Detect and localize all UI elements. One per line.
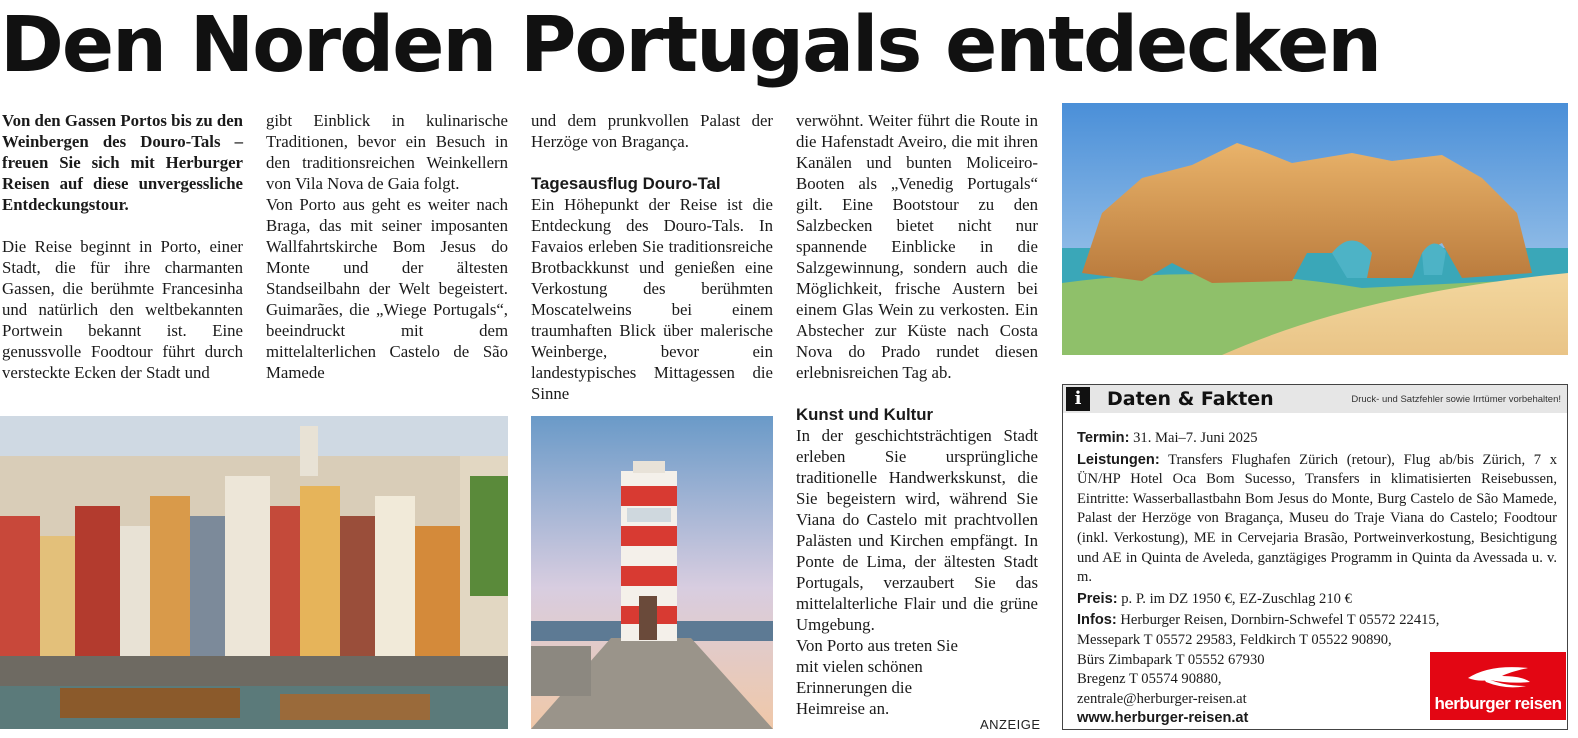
paragraph: In der geschichtsträchtigen Stadt erleben Sie ursprüngliche traditionelle Handwerkskunst, die Sie begeistern wird, während Sie Viana do Castelo mit prachtvollen Palästen und Kirchen empfängt. In Ponte de Lima, der ältesten Stadt Portugals, verzaubert Sie das mittelalterliche Flair und die grüne Umgebung. (796, 426, 1038, 634)
paragraph: verwöhnt. Weiter führt die Route in die Hafenstadt Aveiro, die mit ihren Kanälen und bunten Moliceiro-Booten als „Venedig Portugals“ gilt. Eine Bootstour zu den Salzbecken bietet nicht nur spannende Einblicke in die Salzgewinnung, sondern auch die Möglichkeit, frische Austern bei einem Glas Wein zu verkosten. Ein Abstecher zur Küste nach Costa Nova do Prado rundet diesen erlebnisreichen Tag ab. (796, 111, 1038, 382)
text-column-3 (531, 110, 773, 404)
paragraph: Von Porto aus treten Sie mit vielen schönen Erinnerungen die Heimreise an. (796, 636, 958, 718)
photo-porto-ribeira (0, 416, 508, 729)
anzeige-label: ANZEIGE (980, 717, 1041, 732)
facts-leistungen: Leistungen: Transfers Flughafen Zürich (retour), Flug ab/bis Zürich, 7 x ÜN/HP Hotel Oca Bom Sucesso, Transfers in klimatisierten Reisebussen, Eintritte: Wasserballastbahn Bom Jesus do Monte, Burg Castelo de São Mamede, Palast der Herzöge von Bragança, Museu do Traje Viana do Castelo; Foodtour (inkl. Verkostung), ME in Cervejaria Brasão, Portweinverkostung, Besichtigung und AE in Quinta de Aveleda, ganztägiges Programm in Quinta da Avessada u. v. m. (1077, 451, 1557, 586)
text-column-2 (266, 110, 508, 383)
section-heading: Tagesausflug Douro-Tal (531, 174, 721, 193)
paragraph: gibt Einblick in kulinarische Traditionen, bevor ein Besuch in den traditionsreichen Weinkellern von Vila Nova de Gaia folgt. (266, 111, 508, 193)
text-column-4 (796, 110, 1038, 719)
facts-title: Daten & Fakten (1107, 388, 1274, 410)
facts-termin: Termin: 31. Mai–7. Juni 2025 (1077, 430, 1258, 446)
text-column-1 (2, 110, 243, 383)
facts-infos: Infos: Herburger Reisen, Dornbirn-Schwefel T 05572 22415, Messepark T 05572 29583, Feldkirch T 05522 90890, Bürs Zimbapark T 05552 67930 Bregenz T 05574 90880, zentrale@herburger-reisen.at www.herburger-reisen.at (1077, 612, 1440, 727)
logo-text: herburger reisen (1434, 694, 1562, 713)
bird-icon (1430, 656, 1566, 696)
paragraph: Die Reise beginnt in Porto, einer Stadt, die für ihre charmanten Gassen, die berühmte Francesinha und natürlich den weltbekannten Portwein bekannt ist. Eine genussvolle Foodtour führt durch versteckte Ecken der Stadt und (2, 237, 243, 382)
herburger-reisen-logo (1430, 652, 1566, 720)
headline: Den Norden Portugals entdecken (0, 1, 1381, 90)
email-link[interactable]: zentrale@herburger-reisen.at (1077, 690, 1247, 707)
website-link[interactable]: www.herburger-reisen.at (1077, 710, 1249, 727)
info-icon: i (1066, 387, 1090, 411)
photo-lighthouse (531, 416, 773, 729)
photo-rock-arch (1062, 103, 1568, 355)
lead-paragraph: Von den Gassen Portos bis zu den Weinbergen des Douro-Tals – freuen Sie sich mit Herburger Reisen auf diese unvergessliche Entdeckungstour. (2, 111, 243, 214)
facts-header (1063, 385, 1567, 413)
paragraph: und dem prunkvollen Palast der Herzöge von Bragança. (531, 111, 773, 151)
paragraph: Ein Höhepunkt der Reise ist die Entdeckung des Douro-Tals. In Favaios erleben Sie traditionsreiche Brotbackkunst und genießen eine Verkostung des berühmten Moscatelweins bei einem traumhaften Blick über malerische Weinberge, bevor ein landestypisches Mittagessen die Sinne (531, 195, 773, 403)
section-heading: Kunst und Kultur (796, 405, 934, 424)
paragraph: Von Porto aus geht es weiter nach Braga, das mit seiner imposanten Wallfahrtskirche Bom Jesus do Monte und der ältesten Standseilbahn der Welt begeistert. Guimarães, die „Wiege Portugals“, beeindruckt mit dem mittelalterlichen Castelo de São Mamede (266, 195, 508, 382)
facts-preis: Preis: p. P. im DZ 1950 €, EZ-Zuschlag 210 € (1077, 590, 1352, 607)
disclaimer-note: Druck- und Satzfehler sowie Irrtümer vorbehalten! (1351, 394, 1561, 405)
